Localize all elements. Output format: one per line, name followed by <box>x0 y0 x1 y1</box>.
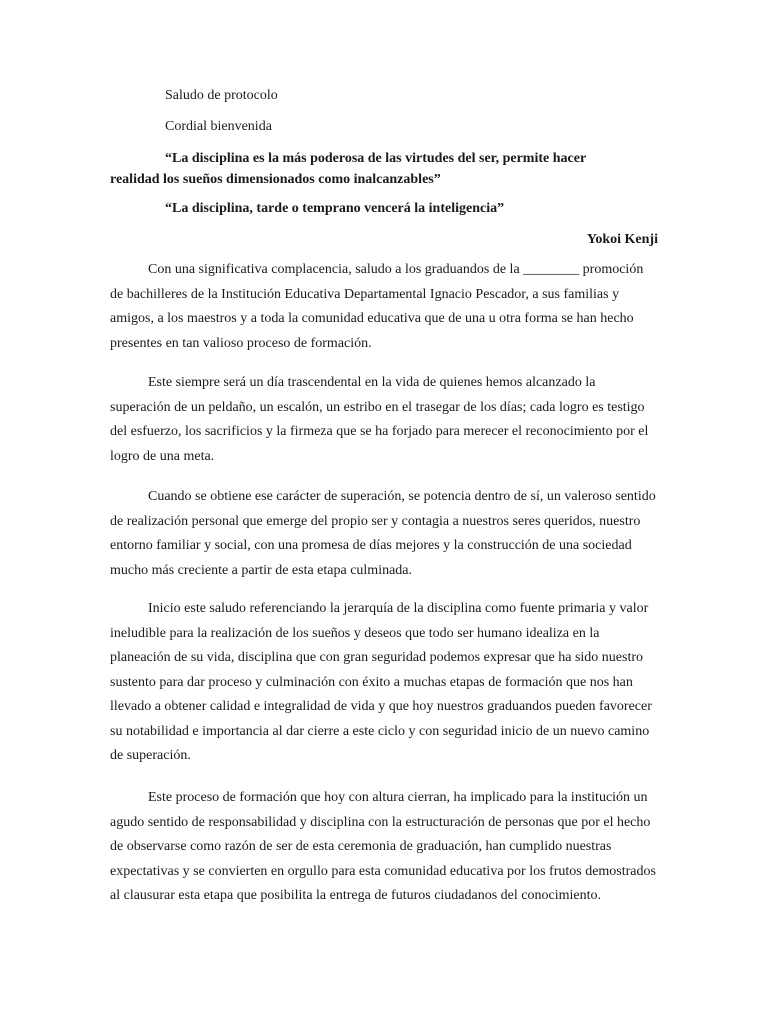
paragraph-5: Este proceso de formación que hoy con altura cierran, ha implicado para la institución un agudo sentido de responsabilidad y disciplina con la estructuración de personas que por el hecho de observarse como razón de ser de esta ceremonia de graduación, han cumplido nuestras expectativas y se convierten en orgullo para esta comunidad educativa por los frutos demostrados al clausurar esta etapa que posibilita la entrega de futuros ciudadanos del conocimiento. <box>110 790 656 903</box>
quote-discipline-intelligence: “La disciplina, tarde o temprano vencerá la inteligencia” <box>165 201 505 216</box>
greeting-line: Saludo de protocolo <box>165 88 278 103</box>
paragraph-2: Este siempre será un día trascendental en la vida de quienes hemos alcanzado la superación de un peldaño, un escalón, un estribo en el trasegar de los días; cada logro es testigo del esfuerzo, los sacrificios y la firmeza que se ha forjado para merecer el reconocimiento por el logro de una meta. <box>110 375 649 464</box>
paragraph-1: Con una significativa complacencia, saludo a los graduandos de la ________ promoción de bachilleres de la Institución Educativa Departamental Ignacio Pescador, a sus familias y amigos, a los maestros y a toda la comunidad educativa que de una u otra forma se han hecho presentes en tan valioso proceso de formación. <box>110 262 644 351</box>
quote-discipline-virtue: “La disciplina es la más poderosa de las virtudes del ser, permite hacer realidad los sueños dimensionados como inalcanzables” <box>110 151 586 187</box>
welcome-line: Cordial bienvenida <box>165 119 272 134</box>
quote-author: Yokoi Kenji <box>586 232 658 247</box>
paragraph-3: Cuando se obtiene ese carácter de superación, se potencia dentro de sí, un valeroso sentido de realización personal que emerge del propio ser y contagia a nuestros seres queridos, nuestro entorno familiar y social, con una promesa de días mejores y la construcción de una sociedad mucho más creciente a partir de esta etapa culminada. <box>110 489 656 578</box>
paragraph-4: Inicio este saludo referenciando la jerarquía de la disciplina como fuente primaria y valor ineludible para la realización de los sueños y deseos que todo ser humano idealiza en la planeación de su vida, disciplina que con gran seguridad podemos expresar que ha sido nuestro sustento para dar proceso y culminación con éxito a muchas etapas de formación que nos han llevado a obtener calidad e integralidad de vida y que hoy nuestros graduandos pueden favorecer su notabilidad e importancia al dar cierre a este ciclo y con seguridad inicio de un nuevo camino de superación. <box>110 601 652 763</box>
